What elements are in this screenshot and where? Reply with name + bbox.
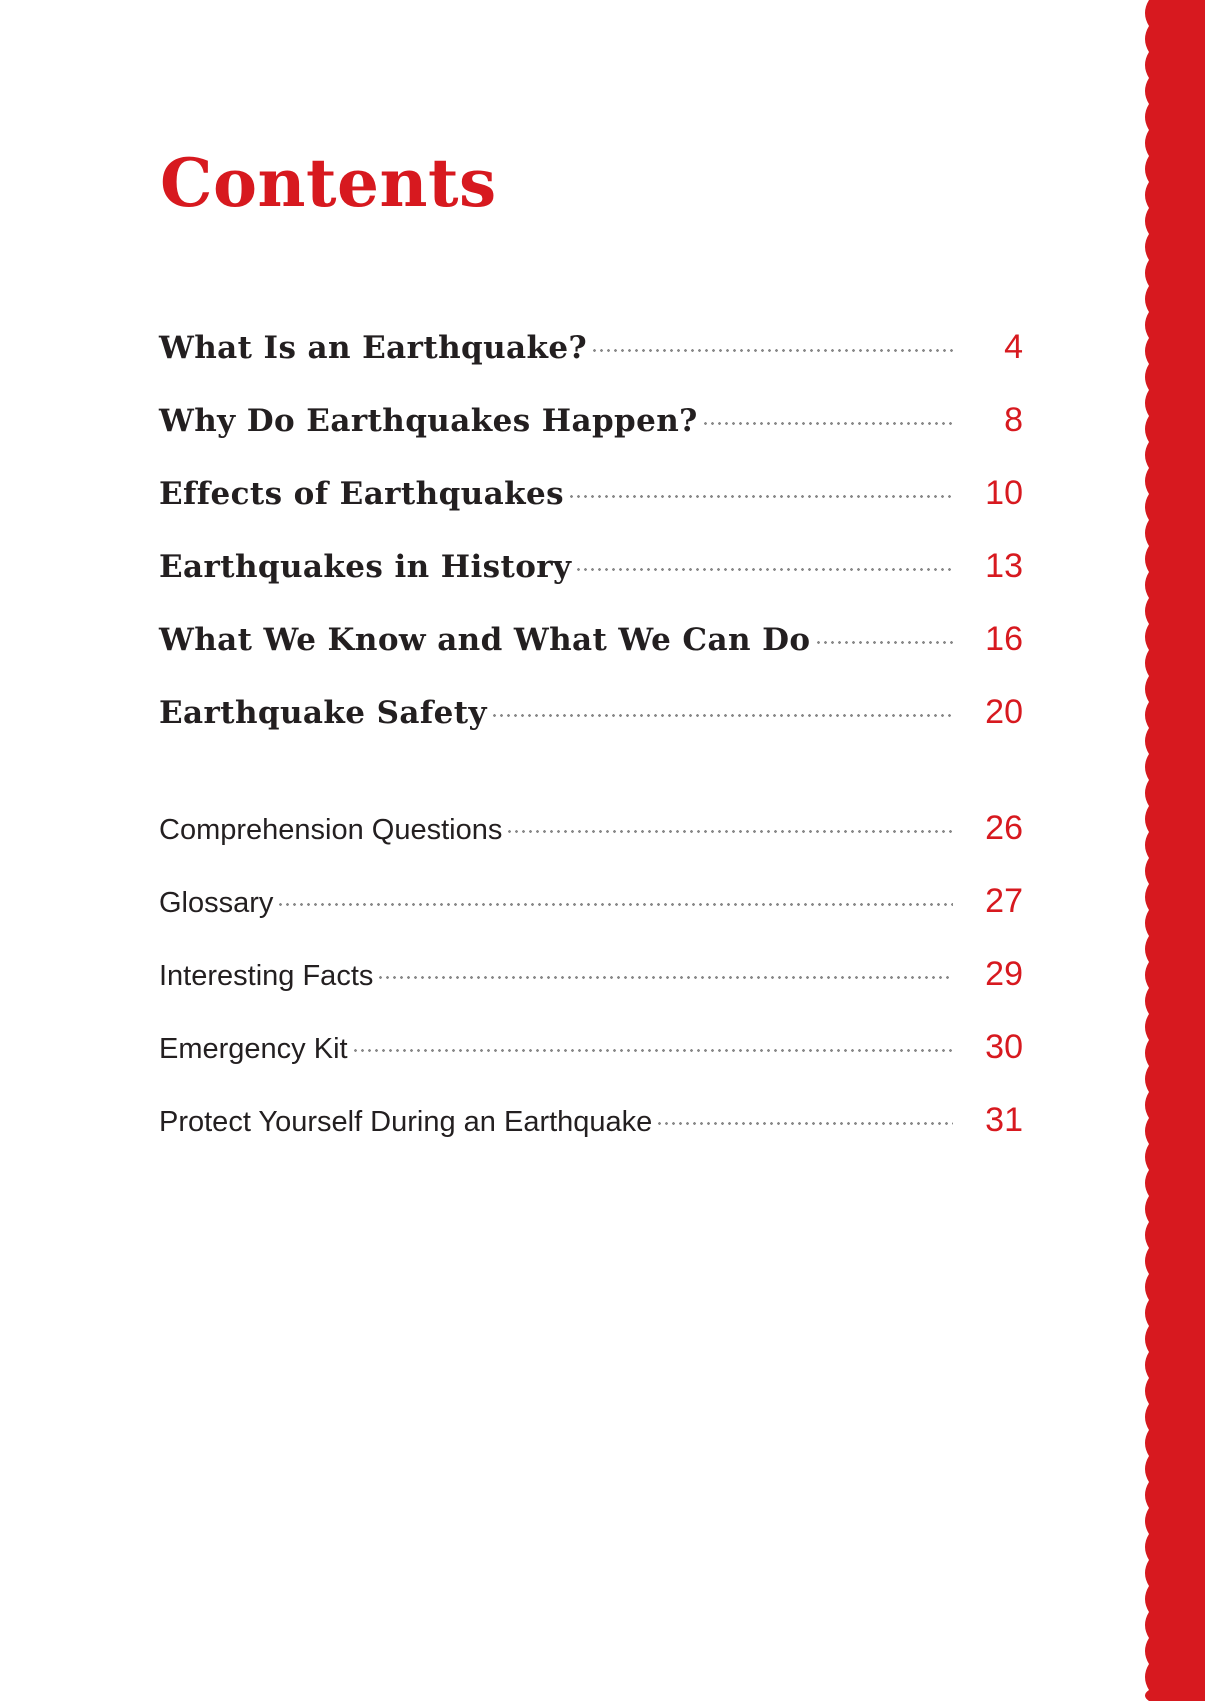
dot-leader [506, 830, 953, 833]
toc-entry[interactable] [159, 401, 1023, 474]
page-title: Contents [160, 144, 497, 222]
toc-entry[interactable] [159, 1028, 1023, 1101]
dot-leader [591, 349, 953, 352]
toc-entry-title: What Is an Earthquake? [159, 330, 588, 366]
toc-entry-title: Earthquakes in History [159, 549, 572, 585]
toc-page-number: 29 [985, 955, 1023, 993]
toc-entry[interactable] [159, 474, 1023, 547]
toc-entry-title: Glossary [159, 887, 274, 919]
toc-page-number: 26 [985, 809, 1023, 847]
toc-entry-title: What We Know and What We Can Do [159, 622, 811, 658]
toc-page-number: 30 [985, 1028, 1023, 1066]
toc-page-number: 13 [985, 547, 1023, 585]
dot-leader [815, 641, 954, 644]
toc-entry[interactable] [159, 809, 1023, 882]
toc-entry-title: Earthquake Safety [159, 695, 487, 731]
toc-entry-title: Protect Yourself During an Earthquake [159, 1106, 653, 1138]
toc-page-number: 8 [1004, 401, 1023, 439]
toc-page-number: 27 [985, 882, 1023, 920]
toc-entry[interactable] [159, 328, 1023, 401]
back-matter-list [159, 809, 1023, 1174]
dot-leader [377, 976, 953, 979]
dot-leader [656, 1122, 953, 1125]
dot-leader [568, 495, 953, 498]
dot-leader [702, 422, 953, 425]
scalloped-edge-path [1145, 0, 1205, 1701]
toc-page-number: 31 [985, 1101, 1023, 1139]
toc-entry[interactable] [159, 547, 1023, 620]
toc-page-number: 10 [985, 474, 1023, 512]
toc-page-number: 20 [985, 693, 1023, 731]
toc-entry[interactable] [159, 955, 1023, 1028]
toc-entry[interactable] [159, 882, 1023, 955]
toc-entry-title: Effects of Earthquakes [159, 476, 564, 512]
dot-leader [491, 714, 953, 717]
toc-entry-title: Emergency Kit [159, 1033, 348, 1065]
dot-leader [277, 903, 953, 906]
toc-entry-title: Interesting Facts [159, 960, 374, 992]
toc-entry[interactable] [159, 693, 1023, 766]
dot-leader [575, 568, 953, 571]
main-contents-list [159, 328, 1023, 766]
toc-entry[interactable] [159, 1101, 1023, 1174]
toc-entry[interactable] [159, 620, 1023, 693]
dot-leader [352, 1049, 953, 1052]
toc-page-number: 4 [1004, 328, 1023, 366]
toc-entry-title: Comprehension Questions [159, 814, 503, 846]
scalloped-edge-border [1135, 0, 1205, 1701]
scalloped-edge-shape [1135, 0, 1205, 1701]
toc-page-number: 16 [985, 620, 1023, 658]
toc-entry-title: Why Do Earthquakes Happen? [159, 403, 698, 439]
